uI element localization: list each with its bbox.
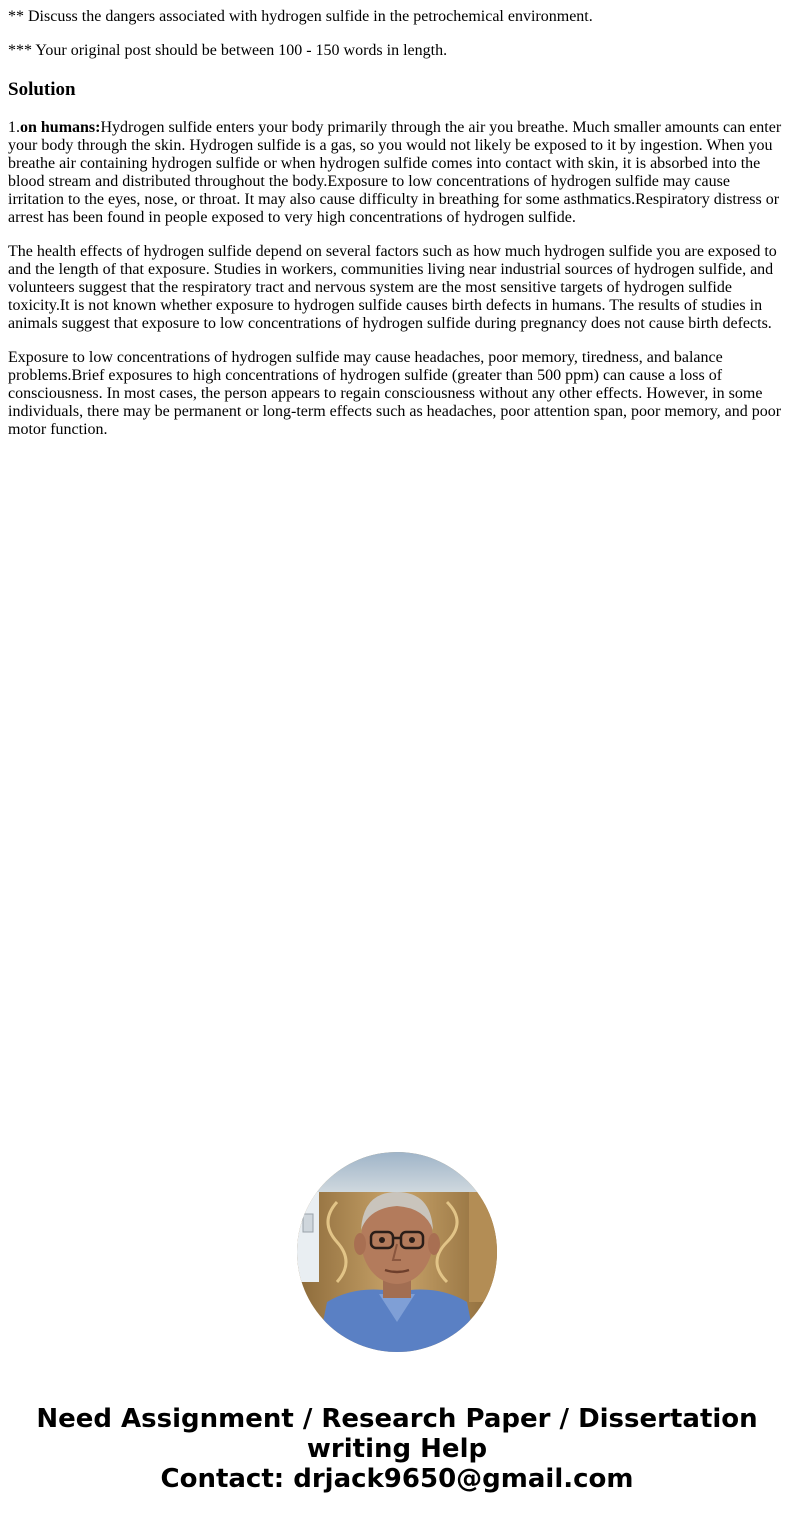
question-line-1: ** Discuss the dangers associated with hydrogen sulfide in the petrochemical environment.	[8, 8, 593, 25]
promo-line-1: Need Assignment / Research Paper / Dissertation	[36, 1404, 758, 1434]
solution-paragraph-2: The health effects of hydrogen sulfide depend on several factors such as how much hydrogen sulfide you are exposed to and the length of that exposure. Studies in workers, communities living near industrial sources of hydrogen sulfide, and volunteers suggest that the respiratory tract and nervous system are the most sensitive targets of hydrogen sulfide toxicity.It is not known whether exposure to hydrogen sulfide causes birth defects in humans. The results of studies in animals suggest that exposure to low concentrations of hydrogen sulfide during pregnancy does not cause birth defects.	[8, 243, 777, 332]
author-avatar	[297, 1152, 497, 1352]
paragraph-number: 1.	[8, 119, 20, 136]
solution-heading: Solution	[8, 79, 76, 100]
author-portrait-image	[297, 1152, 497, 1352]
question-line-2: *** Your original post should be between 100 - 150 words in length.	[8, 42, 448, 59]
paragraph-label: on humans:	[20, 119, 101, 136]
promo-contact-email[interactable]: Contact: drjack9650@gmail.com	[160, 1464, 634, 1494]
solution-paragraph-3: Exposure to low concentrations of hydrogen sulfide may cause headaches, poor memory, tiredness, and balance problems.Brief exposures to high concentrations of hydrogen sulfide (greater than 500 ppm) can cause a loss of consciousness. In most cases, the person appears to regain consciousness without any other effects. However, in some individuals, there may be permanent or long-term effects such as headaches, poor attention span, poor memory, and poor motor function.	[8, 349, 782, 438]
promo-line-2: writing Help	[306, 1434, 488, 1464]
paragraph-body: Hydrogen sulfide enters your body primarily through the air you breathe. Much smaller amounts can enter your body through the skin. Hydrogen sulfide is a gas, so you would not likely be exposed to it by ingestion. When you breathe air containing hydrogen sulfide or when hydrogen sulfide comes into contact with skin, it is absorbed into the blood stream and distributed throughout the body.Exposure to low concentrations of hydrogen sulfide may cause irritation to the eyes, nose, or throat. It may also cause difficulty in breathing for some asthmatics.Respiratory distress or arrest has been found in people exposed to very high concentrations of hydrogen sulfide.	[8, 119, 782, 226]
contact-banner	[0, 1404, 794, 1494]
solution-paragraph-1	[8, 119, 786, 227]
